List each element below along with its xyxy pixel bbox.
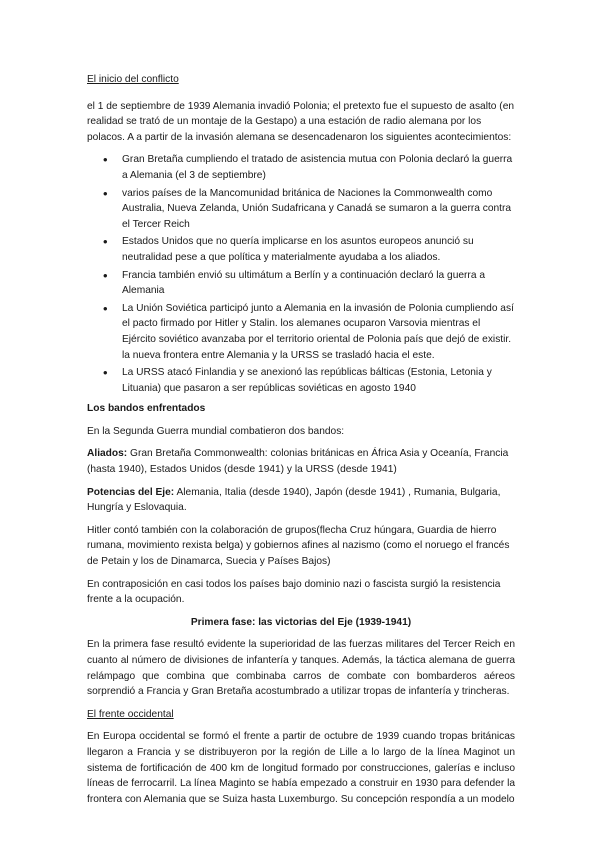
paragraph-bandos-intro: En la Segunda Guerra mundial combatieron dos bandos: bbox=[87, 425, 345, 437]
list-item: • Gran Bretaña cumpliendo el tratado de asistencia mutua con Polonia declaró la guerra a Alemania (el 3 de septiembre) bbox=[87, 152, 515, 183]
section-heading-frente-occidental: El frente occidental bbox=[87, 708, 174, 720]
list-item: • La Unión Soviética participó junto a Alemania en la invasión de Polonia cumpliendo así el pacto firmado por Hitler y Stalin. los alemanes ocuparon Varsovia mientras el Ejército soviético avanzaba por el territorio oriental de Polonia país que dejó de existir. la nueva frontera entre Alemania y la URSS se trasladó hacia el este. bbox=[87, 301, 515, 363]
paragraph-hitler: Hitler contó también con la colaboración de grupos(flecha Cruz húngara, Guardia de hierro rumana, movimiento rexista belga) y gobiernos afines al nazismo (como el noruego el francés de Petain y los de Dinamarca, Suecia y Países Bajos) bbox=[87, 524, 510, 568]
section-heading-bandos: Los bandos enfrentados bbox=[87, 403, 206, 415]
list-item: • Francia también envió su ultimátum a Berlín y a continuación declaró la guerra a Alemania bbox=[87, 268, 515, 299]
document-page bbox=[87, 72, 515, 814]
paragraph-primera-fase: En la primera fase resultó evidente la superioridad de las fuerzas militares del Tercer Reich en cuanto al número de divisiones de infantería y tanques. Además, la táctica alemana de guerra relámpago que combina que combinaba carros de combate con bombarderos aéreos sorprendió a Francia y Gran Bretaña acostumbrado a utilizar tropas de infantería y trincheras. bbox=[87, 639, 515, 698]
paragraph-frente-occidental: En Europa occidental se formó el frente a partir de octubre de 1939 cuando tropas británicas llegaron a Francia y se distribuyeron por la región de Lille a lo largo de la línea Maginot un sistema de fortificación de 400 km de longitud formado por construcciones, galerías e incluso líneas de ferrocarril. La línea Maginto se había empezado a construir en 1930 para defender la frontera con Alemania que se Suiza hasta Luxemburgo. Su concepción respondía a un modelo bbox=[87, 731, 515, 805]
aliados-label: Aliados: bbox=[87, 448, 128, 460]
paragraph-inicio-intro: el 1 de septiembre de 1939 Alemania invadió Polonia; el pretexto fue el supuesto de asalto (en realidad se trató de un montaje de la Gestapo) a una estación de radio alemana por los polacos. A a partir de la invasión alemana se desencadenaron los siguientes acontecimientos: bbox=[87, 100, 515, 143]
paragraph-resistencia: En contraposición en casi todos los países bajo dominio nazi o fascista surgió la resistencia frente a la ocupación. bbox=[87, 578, 501, 606]
bullet-list-acontecimientos bbox=[87, 152, 515, 396]
list-item: • Estados Unidos que no quería implicarse en los asuntos europeos anunció su neutralidad pese a que política y materialmente ayudaba a los aliados. bbox=[87, 234, 515, 265]
section-heading-primera-fase: Primera fase: las victorias del Eje (1939-1941) bbox=[190, 616, 412, 628]
paragraph-aliados bbox=[87, 446, 515, 477]
aliados-text: Gran Bretaña Commonwealth: colonias británicas en África Asia y Oceanía, Francia (hasta 1940), Estados Unidos (desde 1941) y la URSS (desde 1941) bbox=[87, 448, 509, 476]
section-heading-inicio: El inicio del conflicto bbox=[87, 74, 179, 85]
paragraph-eje bbox=[87, 485, 515, 516]
eje-text: Alemania, Italia (desde 1940), Japón (desde 1941) , Rumania, Bulgaria, Hungría y Eslovaquia. bbox=[87, 486, 501, 514]
eje-label: Potencias del Eje: bbox=[87, 486, 175, 498]
list-item: • La URSS atacó Finlandia y se anexionó las repúblicas bálticas (Estonia, Letonia y Lituania) que pasaron a ser repúblicas soviéticas en agosto 1940 bbox=[87, 365, 515, 396]
list-item: • varios países de la Mancomunidad británica de Naciones la Commonwealth como Australia, Nueva Zelanda, Unión Sudafricana y Canadá se sumaron a la guerra contra el Tercer Reich bbox=[87, 186, 515, 233]
